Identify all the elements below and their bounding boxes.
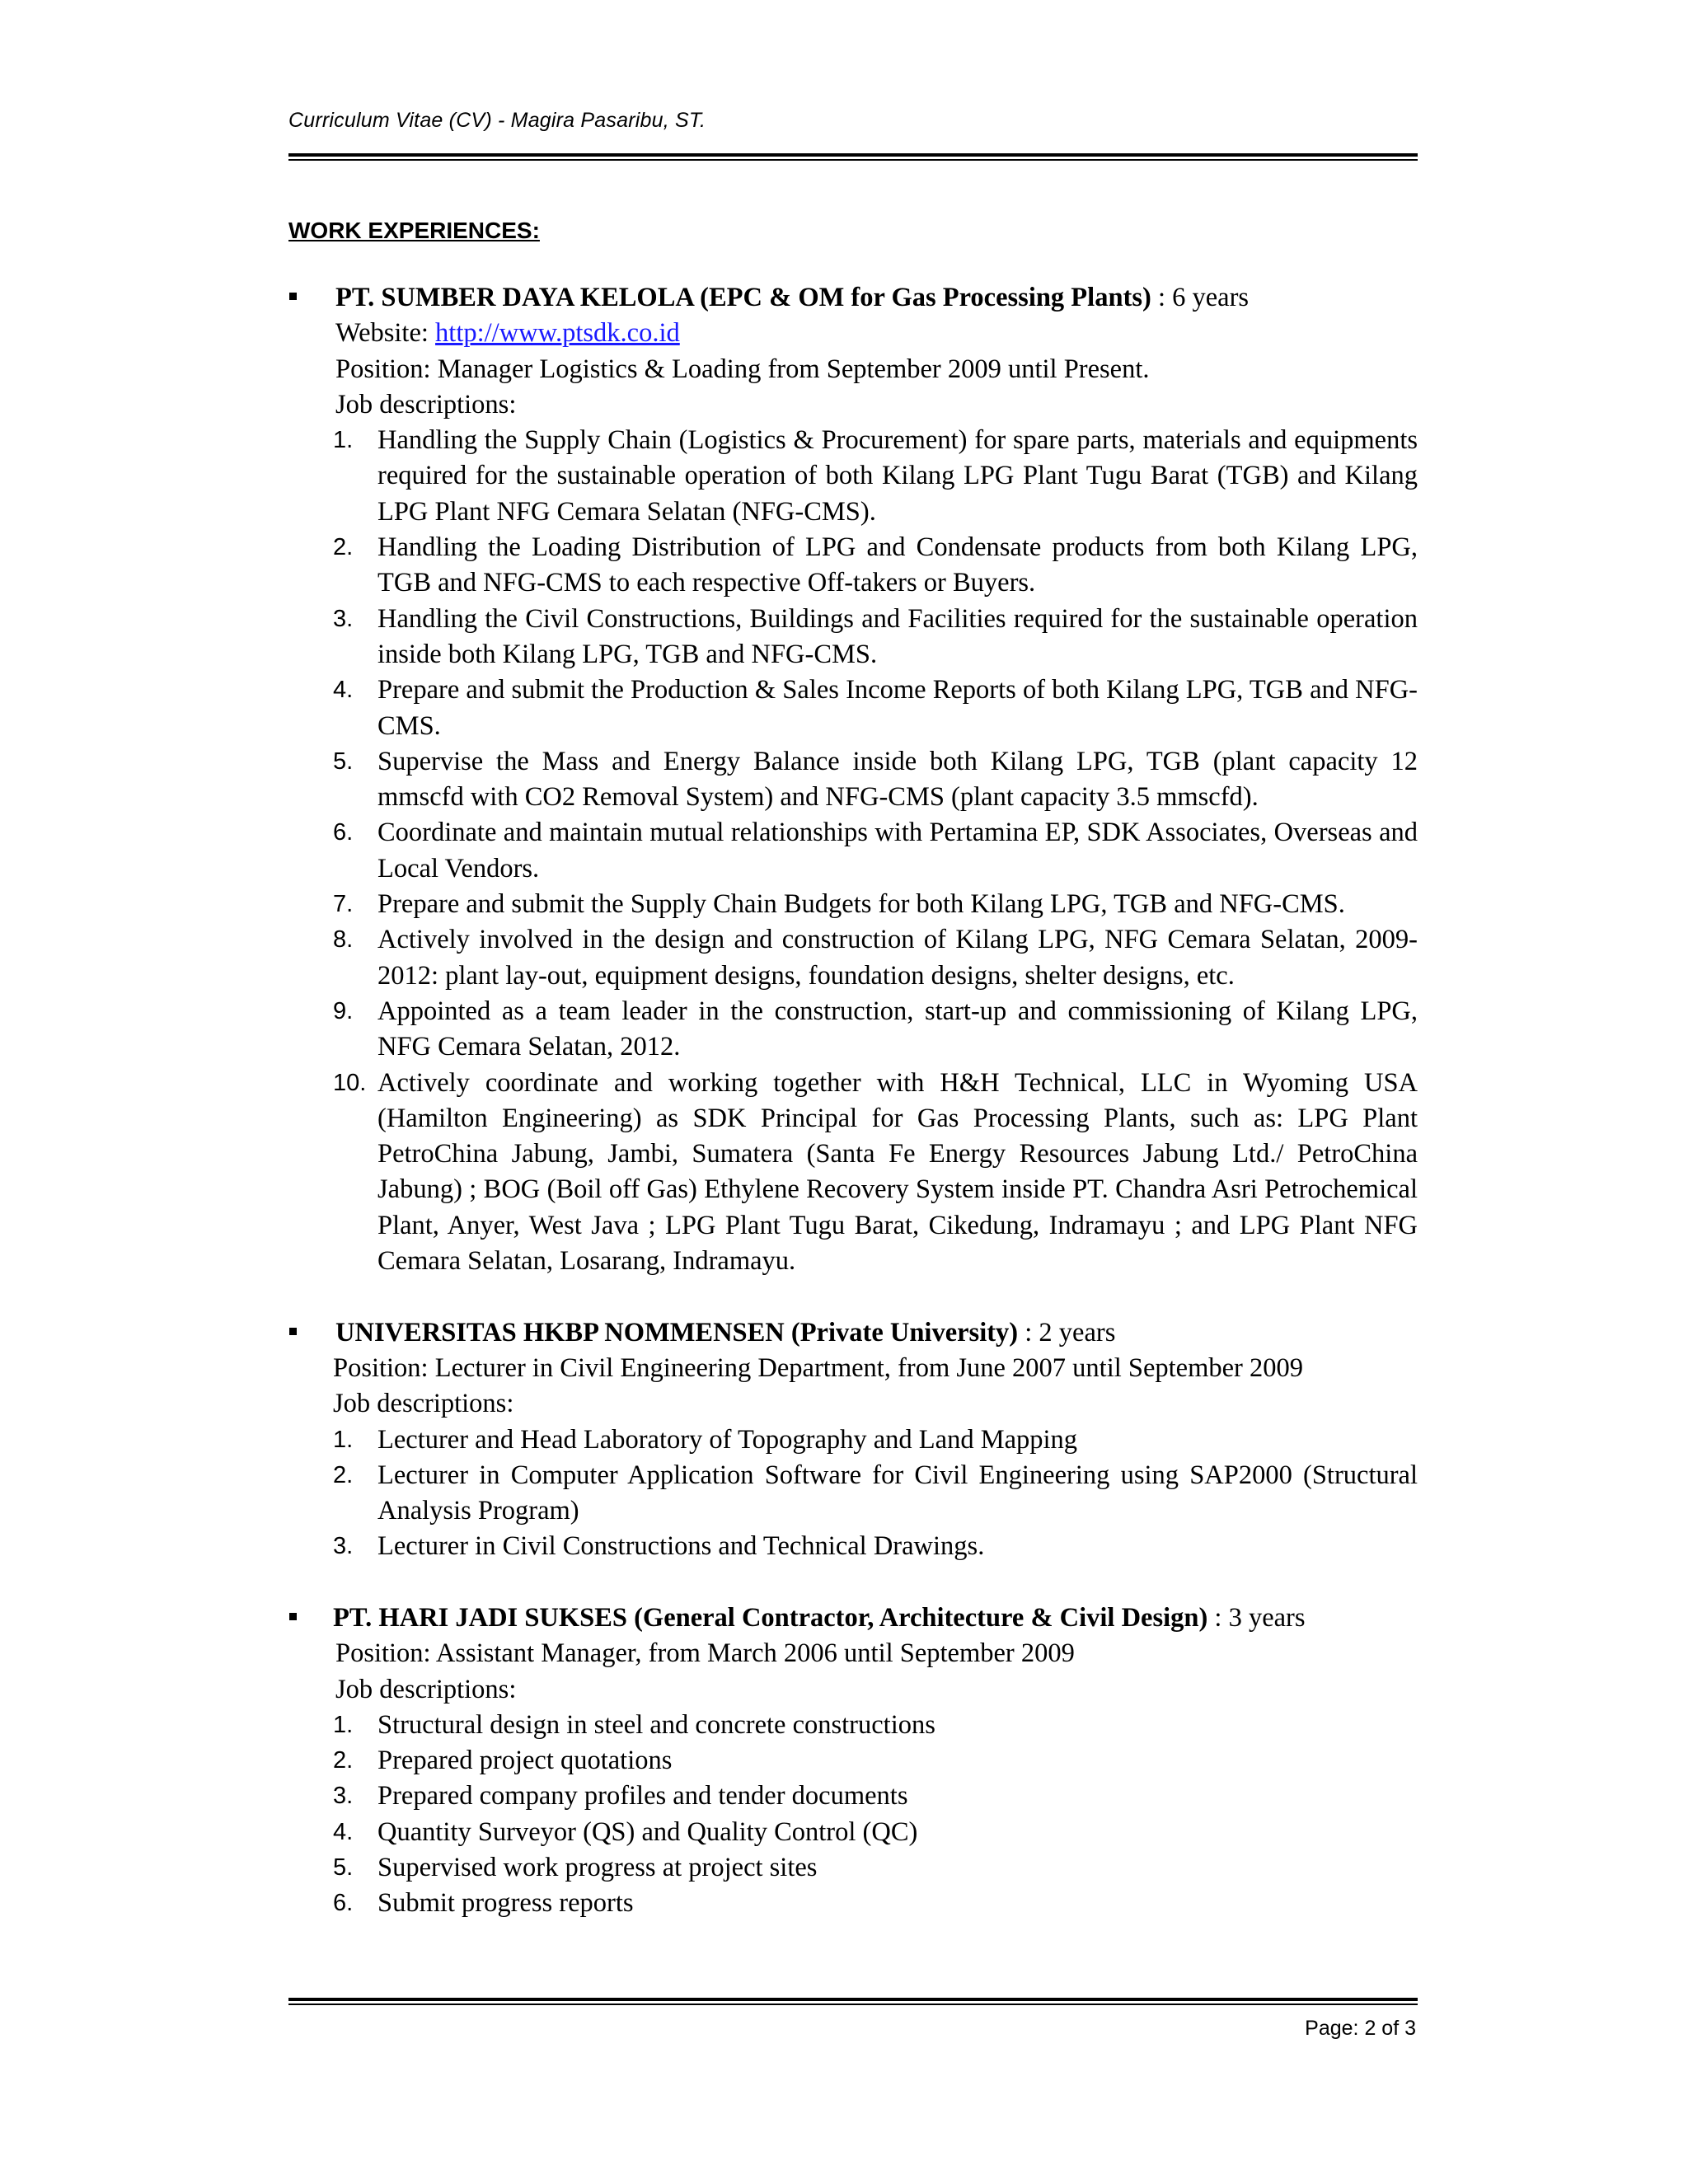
duty-number: 2. (333, 1747, 354, 1774)
jobdesc-label: Job descriptions: (335, 389, 517, 419)
duty-number: 1. (333, 1426, 354, 1453)
duty-text: Prepared company profiles and tender documents (377, 1781, 908, 1811)
duty-item (333, 922, 1418, 994)
duty-item (333, 673, 1418, 744)
duty-number: 8. (333, 926, 354, 954)
duty-number: 6. (333, 1890, 354, 1917)
duty-number: 1. (333, 1711, 354, 1738)
duty-item (333, 1779, 1418, 1814)
duty-text: Handling the Loading Distribution of LPG and Condensate products from both Kilang LPG, TGB and NFG-CMS to each respective Off-takers or Buyers. (377, 532, 1418, 598)
duty-number: 3. (333, 1533, 354, 1560)
duty-text: Structural design in steel and concrete constructions (377, 1709, 935, 1740)
duties-list (333, 1708, 1418, 1922)
jobdesc-label: Job descriptions: (335, 1674, 517, 1704)
duty-number: 3. (333, 1783, 354, 1810)
footer-divider (288, 1998, 1418, 2005)
duty-item (333, 815, 1418, 887)
duty-number: 10. (333, 1069, 367, 1096)
duties-list (333, 1422, 1418, 1565)
duty-text: Quantity Surveyor (QS) and Quality Control (QC) (377, 1816, 918, 1847)
entry-heading (335, 1315, 1418, 1351)
duty-text: Prepared project quotations (377, 1746, 673, 1776)
duty-item (333, 1529, 1418, 1564)
duty-item (333, 423, 1418, 530)
duty-item (333, 887, 1418, 922)
bullet-square-icon (289, 1328, 297, 1335)
duty-text: Handling the Supply Chain (Logistics & Procurement) for spare parts, materials and equipments required for the sustainable operation of both Kilang LPG Plant Tugu Barat (TGB) and Kilang LPG Plant NFG Cemara Selatan (NFG-CMS). (377, 425, 1418, 527)
duty-number: 4. (333, 1818, 354, 1845)
duty-number: 5. (333, 748, 354, 775)
duty-item (333, 744, 1418, 816)
duty-item (333, 530, 1418, 602)
duty-item (333, 1886, 1418, 1921)
position: Position: Lecturer in Civil Engineering Department, from June 2007 until September 2009 (333, 1352, 1303, 1383)
duty-number: 1. (333, 427, 354, 454)
website-link[interactable]: http://www.ptsdk.co.id (435, 318, 680, 349)
duration: : 3 years (1207, 1602, 1306, 1633)
duty-number: 9. (333, 997, 354, 1024)
duration: : 6 years (1151, 283, 1250, 312)
duty-text: Lecturer in Civil Constructions and Technical Drawings. (377, 1531, 985, 1562)
duty-number: 5. (333, 1854, 354, 1882)
website-label: Website: (335, 318, 436, 349)
duty-item (333, 1422, 1418, 1458)
duty-number: 2. (333, 1461, 354, 1488)
duration: : 2 years (1018, 1317, 1116, 1347)
duty-text: Prepare and submit the Production & Sales Income Reports of both Kilang LPG, TGB and NFG-CMS. (377, 675, 1418, 741)
section-title: WORK EXPERIENCES: (288, 218, 540, 243)
experience-entry (288, 1601, 1418, 1922)
duty-item (333, 1708, 1418, 1743)
duty-text: Lecturer in Computer Application Software for Civil Engineering using SAP2000 (Structural Analysis Program) (377, 1460, 1418, 1526)
company-name: PT. SUMBER DAYA KELOLA (EPC & OM for Gas Processing Plants) (335, 283, 1151, 312)
duty-text: Actively involved in the design and construction of Kilang LPG, NFG Cemara Selatan, 2009-2012: plant lay-out, equipment designs, foundation designs, shelter designs, etc. (377, 925, 1418, 991)
duty-number: 6. (333, 819, 354, 846)
duty-item (333, 1850, 1418, 1886)
duty-number: 2. (333, 534, 354, 561)
website-line (335, 316, 1418, 351)
position: Position: Manager Logistics & Loading from September 2009 until Present. (335, 354, 1150, 384)
duty-item (333, 1743, 1418, 1779)
jobdesc-label: Job descriptions: (333, 1389, 514, 1419)
entry-heading (335, 280, 1418, 316)
duty-text: Handling the Civil Constructions, Buildings and Facilities required for the sustainable operation inside both Kilang LPG, TGB and NFG-CMS. (377, 603, 1418, 669)
duty-text: Prepare and submit the Supply Chain Budgets for both Kilang LPG, TGB and NFG-CMS. (377, 889, 1345, 920)
page-header-title: Curriculum Vitae (CV) - Magira Pasaribu, ST. (288, 109, 706, 132)
duty-text: Actively coordinate and working together with H&H Technical, LLC in Wyoming USA (Hamilton Engineering) as SDK Principal for Gas Processing Plants, such as: LPG Plant PetroChina Jabung, Jambi, Sumatera (Santa Fe Energy Resources Jabung Ltd./ PetroChina Jabung) ; BOG (Boil off Gas) Ethylene Recovery System inside PT. Chandra Asri Petrochemical Plant, Anyer, West Java ; LPG Plant Tugu Barat, Cikedung, Indramayu ; and LPG Plant NFG Cemara Selatan, Losarang, Indramayu. (377, 1067, 1418, 1277)
bullet-square-icon (289, 293, 297, 300)
duty-number: 4. (333, 677, 354, 704)
duty-item (333, 1066, 1418, 1280)
work-experience-list (288, 280, 1418, 1957)
duty-text: Coordinate and maintain mutual relationships with Pertamina EP, SDK Associates, Overseas and Local Vendors. (377, 818, 1418, 883)
duty-text: Supervised work progress at project sites (377, 1853, 818, 1883)
duties-list (333, 423, 1418, 1279)
experience-entry (288, 280, 1418, 1279)
entry-heading (333, 1601, 1418, 1636)
duty-item (333, 602, 1418, 673)
duty-item (333, 1815, 1418, 1850)
position: Position: Assistant Manager, from March 2006 until September 2009 (335, 1638, 1075, 1669)
duty-item (333, 994, 1418, 1066)
duty-text: Lecturer and Head Laboratory of Topography and Land Mapping (377, 1424, 1078, 1455)
duty-text: Supervise the Mass and Energy Balance inside both Kilang LPG, TGB (plant capacity 12 mmscfd with CO2 Removal System) and NFG-CMS (plant capacity 3.5 mmscfd). (377, 746, 1418, 813)
company-name: UNIVERSITAS HKBP NOMMENSEN (Private University) (335, 1317, 1019, 1347)
duty-item (333, 1458, 1418, 1530)
experience-entry (288, 1315, 1418, 1565)
bullet-square-icon (289, 1613, 297, 1620)
company-name: PT. HARI JADI SUKSES (General Contractor, Architecture & Civil Design) (333, 1602, 1208, 1633)
duty-text: Submit progress reports (377, 1888, 634, 1919)
duty-text: Appointed as a team leader in the construction, start-up and commissioning of Kilang LPG, NFG Cemara Selatan, 2012. (377, 996, 1418, 1062)
duty-number: 7. (333, 891, 354, 918)
page-number: Page: 2 of 3 (1305, 2017, 1416, 2040)
duty-number: 3. (333, 605, 354, 632)
header-divider (288, 153, 1418, 161)
